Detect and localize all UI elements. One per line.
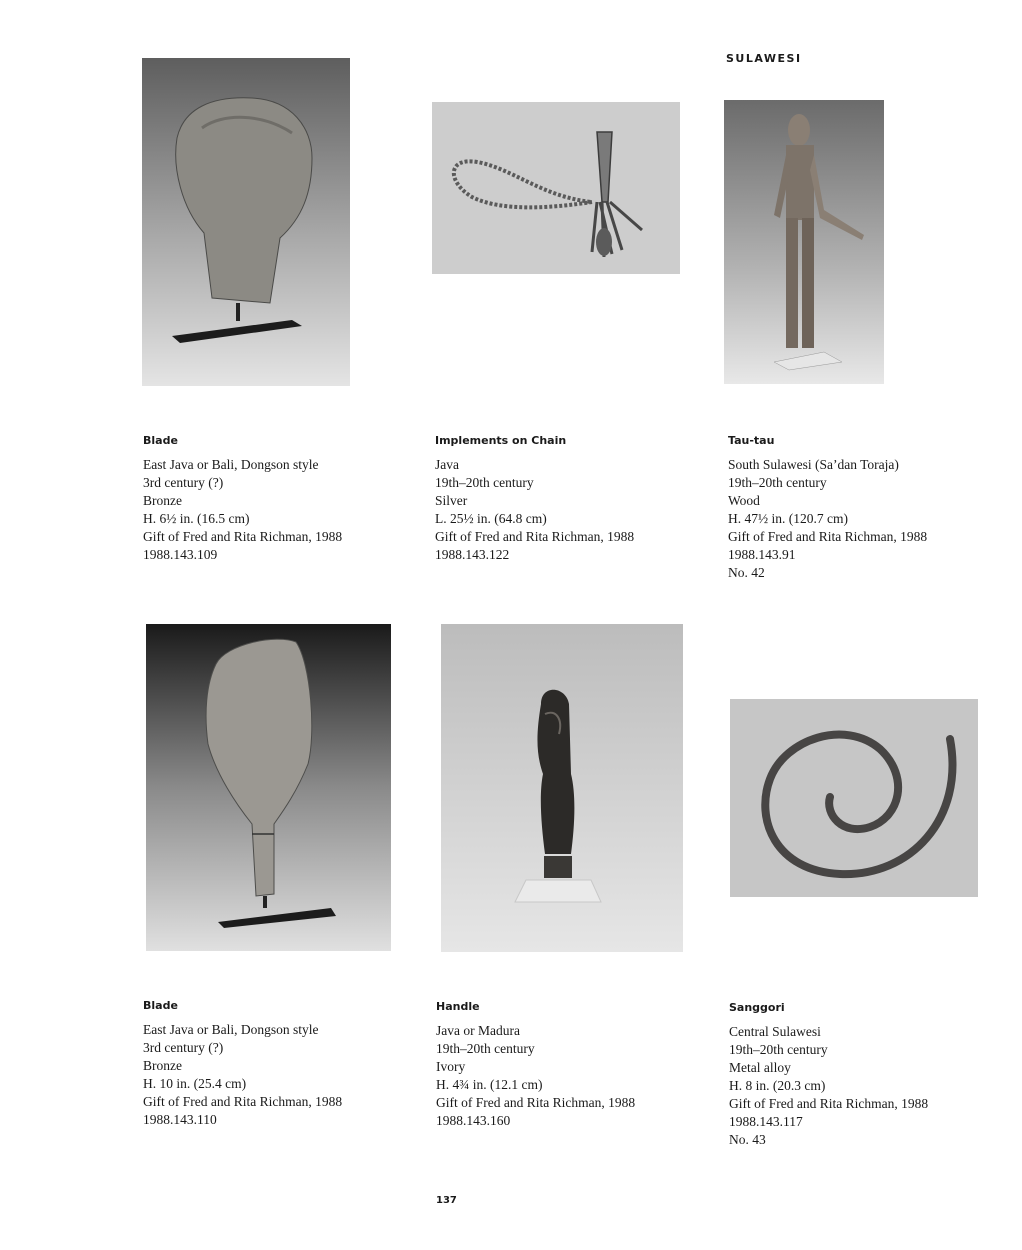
caption-origin: Central Sulawesi: [729, 1024, 821, 1039]
caption-origin: Java or Madura: [436, 1023, 520, 1038]
caption-date: 19th–20th century: [728, 475, 827, 490]
photo-blade-1: [142, 58, 350, 386]
caption-credit: Gift of Fred and Rita Richman, 1988: [143, 529, 343, 544]
caption-material: Bronze: [143, 1058, 182, 1073]
caption-date: 3rd century (?): [143, 1040, 224, 1055]
caption-material: Ivory: [436, 1059, 466, 1074]
caption-accession: 1988.143.109: [143, 547, 218, 562]
photo-blade-2: [146, 624, 391, 951]
caption-catalog-number: No. 42: [728, 565, 765, 580]
photo-handle: [441, 624, 683, 952]
photo-sanggori: [730, 699, 978, 897]
caption-handle: [436, 1000, 706, 1130]
caption-accession: 1988.143.122: [435, 547, 510, 562]
caption-material: Silver: [435, 493, 468, 508]
caption-credit: Gift of Fred and Rita Richman, 1988: [435, 529, 635, 544]
section-header: SULAWESI: [726, 52, 802, 65]
caption-origin: East Java or Bali, Dongson style: [143, 1022, 319, 1037]
page-number: 137: [436, 1195, 457, 1206]
caption-credit: Gift of Fred and Rita Richman, 1988: [728, 529, 928, 544]
caption-title: Blade: [143, 999, 178, 1012]
caption-accession: 1988.143.91: [728, 547, 796, 562]
caption-origin: South Sulawesi (Sa’dan Toraja): [728, 457, 899, 472]
caption-dimensions: L. 25½ in. (64.8 cm): [435, 511, 547, 526]
caption-origin: East Java or Bali, Dongson style: [143, 457, 319, 472]
caption-implements-on-chain: [435, 434, 705, 564]
caption-dimensions: H. 47½ in. (120.7 cm): [728, 511, 848, 526]
caption-dimensions: H. 8 in. (20.3 cm): [729, 1078, 826, 1093]
caption-date: 19th–20th century: [435, 475, 534, 490]
caption-title: Handle: [436, 1000, 480, 1013]
caption-accession: 1988.143.160: [436, 1113, 511, 1128]
caption-blade-1: [143, 434, 413, 564]
photo-tau-tau: [724, 100, 884, 384]
caption-dimensions: H. 10 in. (25.4 cm): [143, 1076, 247, 1091]
caption-blade-2: [143, 999, 413, 1129]
caption-sanggori: [729, 1001, 999, 1149]
caption-tau-tau: [728, 434, 998, 582]
caption-material: Bronze: [143, 493, 182, 508]
caption-credit: Gift of Fred and Rita Richman, 1988: [436, 1095, 636, 1110]
caption-accession: 1988.143.110: [143, 1112, 217, 1127]
caption-catalog-number: No. 43: [729, 1132, 766, 1147]
caption-title: Implements on Chain: [435, 434, 567, 447]
caption-dimensions: H. 4¾ in. (12.1 cm): [436, 1077, 543, 1092]
caption-title: Blade: [143, 434, 178, 447]
caption-material: Wood: [728, 493, 760, 508]
caption-dimensions: H. 6½ in. (16.5 cm): [143, 511, 250, 526]
caption-date: 19th–20th century: [729, 1042, 828, 1057]
photo-implements-on-chain: [432, 102, 680, 274]
caption-credit: Gift of Fred and Rita Richman, 1988: [143, 1094, 343, 1109]
caption-accession: 1988.143.117: [729, 1114, 803, 1129]
caption-title: Sanggori: [729, 1001, 785, 1014]
caption-title: Tau-tau: [728, 434, 775, 447]
caption-material: Metal alloy: [729, 1060, 791, 1075]
caption-date: 3rd century (?): [143, 475, 224, 490]
caption-credit: Gift of Fred and Rita Richman, 1988: [729, 1096, 929, 1111]
caption-origin: Java: [435, 457, 459, 472]
caption-date: 19th–20th century: [436, 1041, 535, 1056]
